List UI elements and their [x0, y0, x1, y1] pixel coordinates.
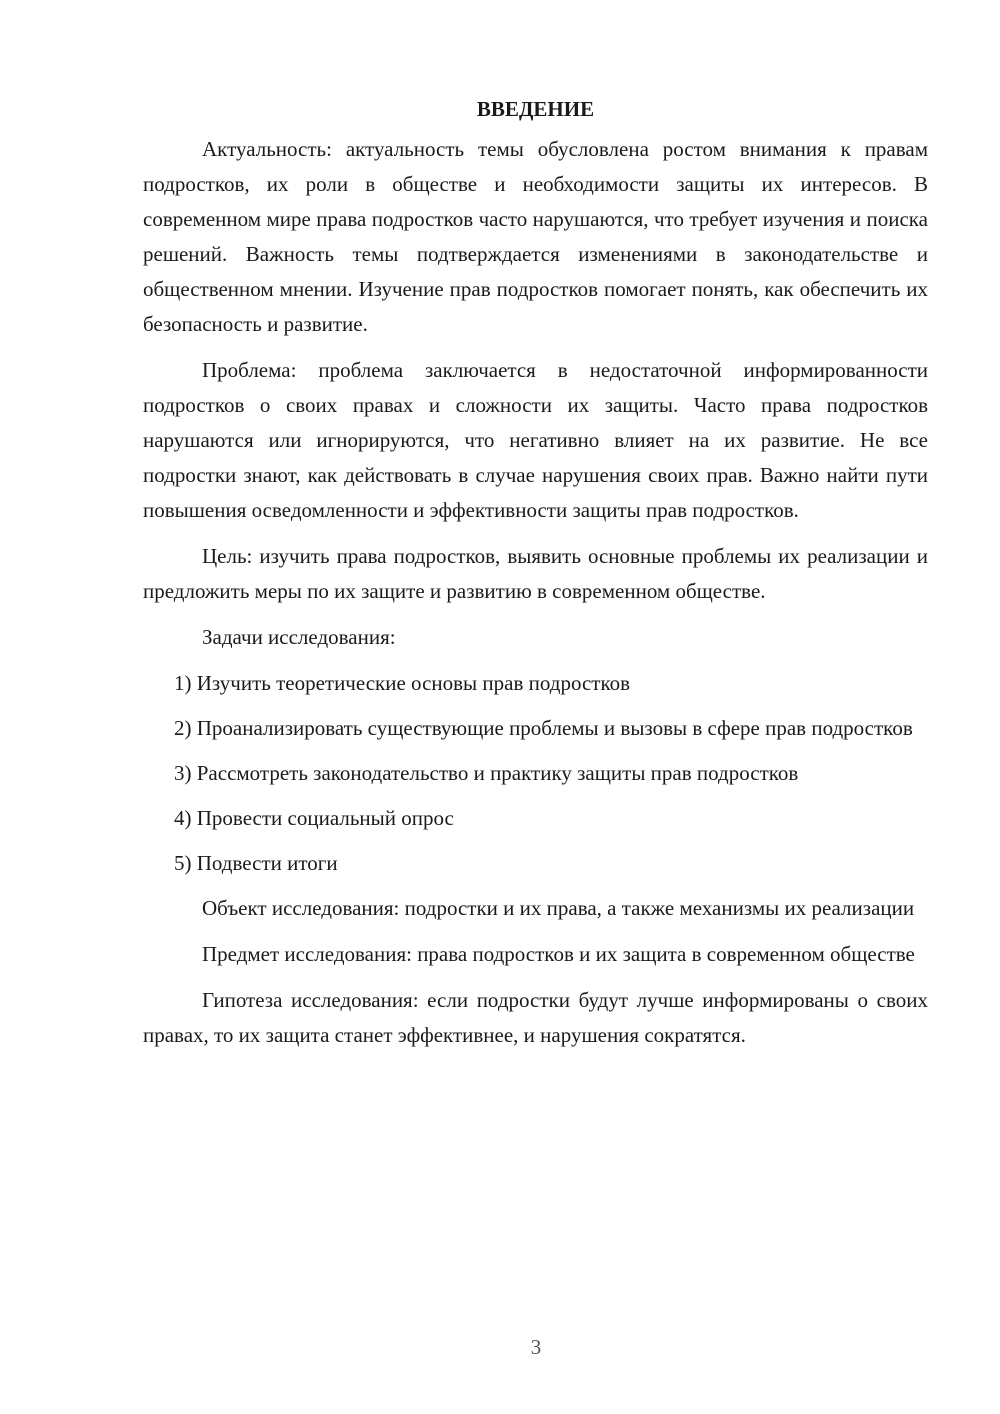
paragraph-goal: Цель: изучить права подростков, выявить основные проблемы их реализации и предложить меры по их защите и развитию в современном обществе.	[143, 544, 928, 603]
task-item: 3) Рассмотреть законодательство и практику защиты прав подростков	[174, 761, 799, 785]
paragraph-problem: Проблема: проблема заключается в недостаточной информированности подростков о своих правах и сложности их защиты. Часто права подростков нарушаются или игнорируются, что негативно влияет на их развитие. Не все подростки знают, как действовать в случае нарушения своих прав. Важно найти пути повышения осведомленности и эффективности защиты прав подростков.	[143, 358, 928, 522]
paragraph-hypothesis: Гипотеза исследования: если подростки будут лучше информированы о своих правах, то их защита станет эффективнее, и нарушения сократятся.	[143, 988, 928, 1047]
task-item: 5) Подвести итоги	[174, 851, 338, 875]
tasks-heading: Задачи исследования:	[202, 625, 396, 649]
paragraph-relevance: Актуальность: актуальность темы обусловлена ростом внимания к правам подростков, их роли в обществе и необходимости защиты их интересов. В современном мире права подростков часто нарушаются, что требует изучения и поиска решений. Важность темы подтверждается изменениями в законодательстве и общественном мнении. Изучение прав подростков помогает понять, как обеспечить их безопасность и развитие.	[143, 137, 928, 336]
section-title: ВВЕДЕНИЕ	[476, 97, 595, 121]
task-item: 4) Провести социальный опрос	[174, 806, 454, 830]
document-page	[143, 94, 928, 1064]
paragraph-subject: Предмет исследования: права подростков и их защита в современном обществе	[202, 942, 915, 966]
task-item: 1) Изучить теоретические основы прав подростков	[174, 671, 631, 695]
task-item: 2) Проанализировать существующие проблемы и вызовы в сфере прав подростков	[174, 716, 913, 740]
paragraph-object: Объект исследования: подростки и их права, а также механизмы их реализации	[202, 896, 915, 920]
page-number: 3	[530, 1335, 542, 1359]
